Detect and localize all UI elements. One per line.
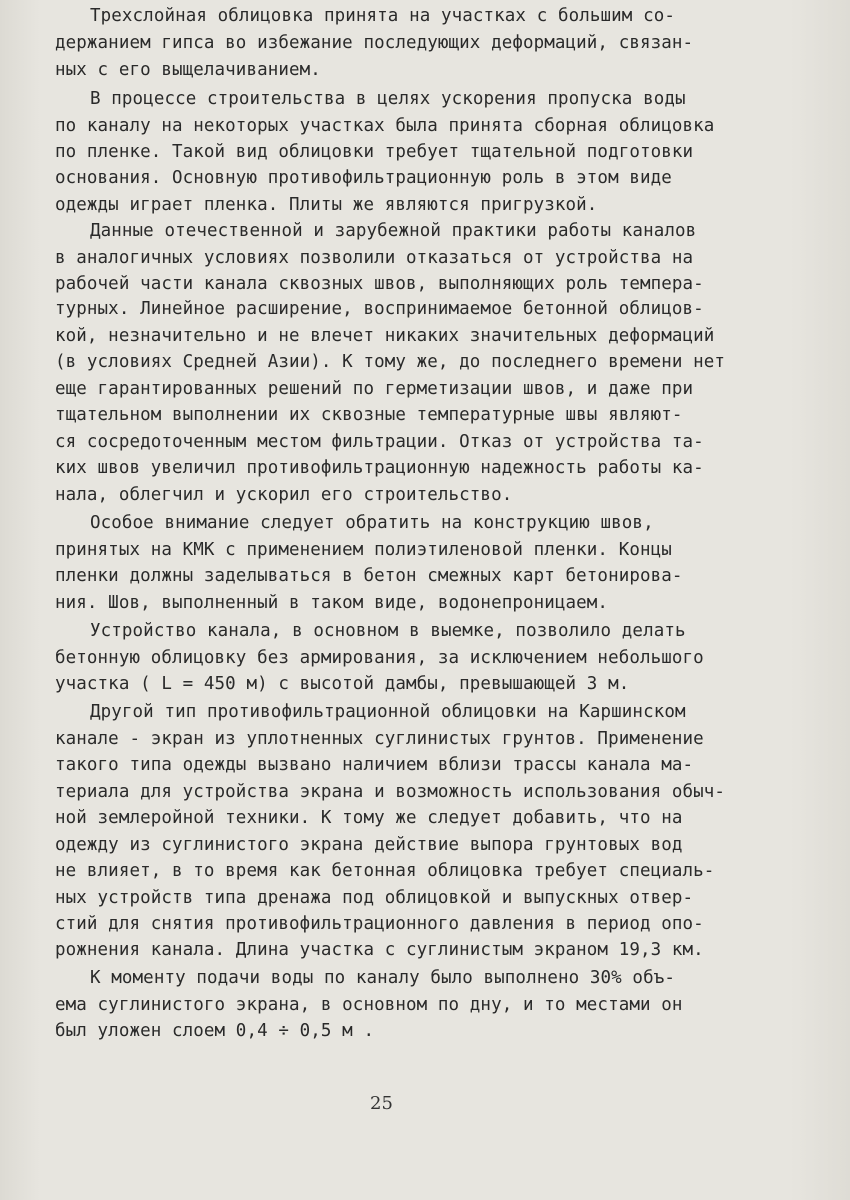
text-line: рабочей части канала сквозных швов, выполняющих роль темпера- xyxy=(55,274,704,294)
text-line: Другой тип противофильтрационной облицовки на Каршинском xyxy=(90,702,686,722)
text-line: рожнения канала. Длина участка с суглинистым экраном 19,3 км. xyxy=(55,940,704,960)
text-line: бетонную облицовку без армирования, за исключением небольшого xyxy=(55,648,704,668)
text-line: Данные отечественной и зарубежной практики работы каналов xyxy=(90,221,697,241)
text-line: Особое внимание следует обратить на конструкцию швов, xyxy=(90,513,654,533)
text-line: одежду из суглинистого экрана действие выпора грунтовых вод xyxy=(55,835,683,855)
text-line: участка ( L = 450 м) с высотой дамбы, превышающей 3 м. xyxy=(55,674,630,694)
text-line: еще гарантированных решений по герметизации швов, и даже при xyxy=(55,379,694,399)
page-number: 25 xyxy=(370,1093,393,1114)
text-line: нала, облегчил и ускорил его строительство. xyxy=(55,485,513,505)
text-line: в аналогичных условиях позволили отказаться от устройства на xyxy=(55,248,694,268)
text-line: турных. Линейное расширение, воспринимаемое бетонной облицов- xyxy=(55,299,704,319)
text-line: по пленке. Такой вид облицовки требует тщательной подготовки xyxy=(55,142,694,162)
text-line: ких швов увеличил противофильтрационную надежность работы ка- xyxy=(55,458,704,478)
text-line: Трехслойная облицовка принята на участках с большим со- xyxy=(90,6,675,26)
text-line: не влияет, в то время как бетонная облицовка требует специаль- xyxy=(55,861,715,881)
text-line: ема суглинистого экрана, в основном по дну, и то местами он xyxy=(55,995,683,1015)
text-line: одежды играет пленка. Плиты же являются пригрузкой. xyxy=(55,195,598,215)
text-line: кой, незначительно и не влечет никаких значительных деформаций xyxy=(55,326,715,346)
text-line: тщательном выполнении их сквозные температурные швы являют- xyxy=(55,405,683,425)
text-line: основания. Основную противофильтрационную роль в этом виде xyxy=(55,168,672,188)
text-line: канале - экран из уплотненных суглинистых грунтов. Применение xyxy=(55,729,704,749)
text-line: В процессе строительства в целях ускорения пропуска воды xyxy=(90,89,686,109)
text-line: ных устройств типа дренажа под облицовкой и выпускных отвер- xyxy=(55,888,694,908)
text-line: ных с его выщелачиванием. xyxy=(55,60,321,80)
text-line: Устройство канала, в основном в выемке, позволило делать xyxy=(90,621,686,641)
text-line: ной землеройной техники. К тому же следует добавить, что на xyxy=(55,808,683,828)
text-line: ся сосредоточенным местом фильтрации. Отказ от устройства та- xyxy=(55,432,704,452)
text-line: принятых на КМК с применением полиэтиленовой пленки. Концы xyxy=(55,540,672,560)
text-line: такого типа одежды вызвано наличием вблизи трассы канала ма- xyxy=(55,755,694,775)
text-line: К моменту подачи воды по каналу было выполнено 30% объ- xyxy=(90,968,675,988)
text-line: был уложен слоем 0,4 ÷ 0,5 м . xyxy=(55,1021,375,1041)
text-line: по каналу на некоторых участках была принята сборная облицовка xyxy=(55,116,715,136)
text-line: держанием гипса во избежание последующих деформаций, связан- xyxy=(55,33,694,53)
text-line: (в условиях Средней Азии). К тому же, до последнего времени нет xyxy=(55,352,726,372)
text-line: териала для устройства экрана и возможность использования обыч- xyxy=(55,782,726,802)
text-line: пленки должны заделываться в бетон смежных карт бетонирова- xyxy=(55,566,683,586)
text-line: стий для снятия противофильтрационного давления в период опо- xyxy=(55,914,704,934)
text-line: ния. Шов, выполненный в таком виде, водонепроницаем. xyxy=(55,593,609,613)
